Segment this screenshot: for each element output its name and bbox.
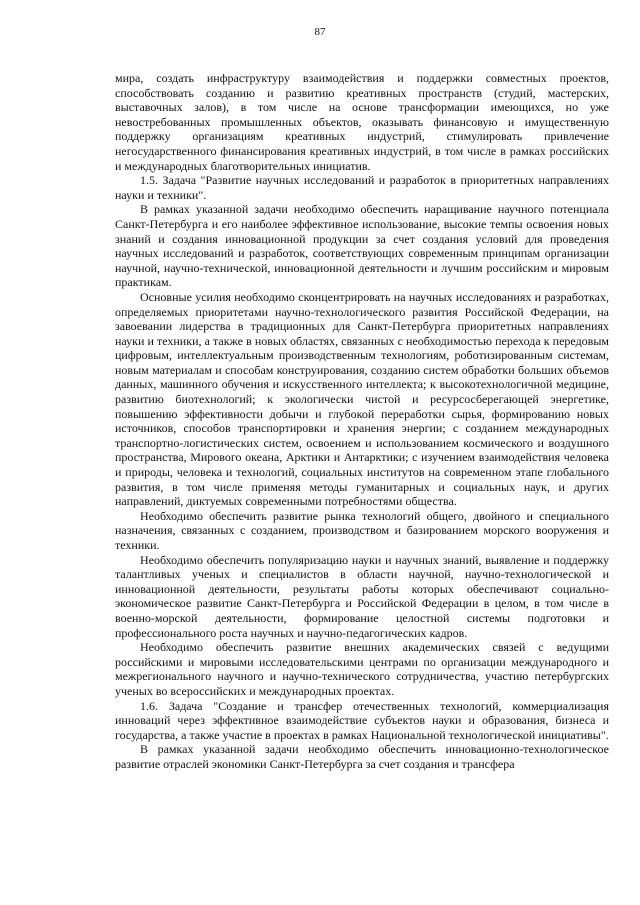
paragraph: В рамках указанной задачи необходимо обеспечить наращивание научного потенциала Санкт-Петербурга и его наиболее эффективное использование, высокие темпы освоения новых знаний и создания инновационной продукции за счет создания условий для проведения научных исследований и разработок, соответствующих современным принципам организации научной, научно-технической, инновационной деятельности и лучшим российским и мировым практикам. (115, 202, 609, 290)
page-number: 87 (314, 26, 326, 38)
paragraph: Необходимо обеспечить популяризацию науки и научных знаний, выявление и поддержку талантливых ученых и специалистов в области научной, научно-технологической и инновационной деятельности, результаты работы которых обеспечивают социально-экономическое развитие Санкт-Петербурга и Российской Федерации в целом, в том числе в военно-морской деятельности, формирование целостной системы подготовки и профессионального роста научных и научно-педагогических кадров. (115, 552, 609, 640)
document-body (115, 71, 609, 772)
paragraph: Необходимо обеспечить развитие внешних академических связей с ведущими российскими и мировыми исследовательскими центрами по организации международного и межрегионального научного и научно-технического сотрудничества, участию петербургских ученых во всероссийских и международных проектах. (115, 640, 609, 698)
paragraph: В рамках указанной задачи необходимо обеспечить инновационно-технологическое развитие отраслей экономики Санкт-Петербурга за счет создания и трансфера (115, 742, 609, 771)
paragraph: Основные усилия необходимо сконцентрировать на научных исследованиях и разработках, определяемых приоритетами научно-технологического развития Российской Федерации, на завоевании лидерства в традиционных для Санкт-Петербурга приоритетных направлениях науки и техники, а также в новых областях, связанных с необходимостью перехода к передовым цифровым, интеллектуальным производственным технологиям, роботизированным системам, новым материалам и способам конструирования, созданию систем обработки больших объемов данных, машинного обучения и искусственного интеллекта; к высокотехнологичной медицине, развитию биотехнологий; к экологически чистой и ресурсосберегающей энергетике, повышению эффективности добычи и глубокой переработки сырья, формированию новых источников, способов транспортировки и хранения энергии; с созданием международных транспортно-логистических систем, освоением и использованием космического и воздушного пространства, Мирового океана, Арктики и Антарктики; с изучением взаимодействия человека и природы, человека и технологий, социальных институтов на современном этапе глобального развития, в том числе применяя методы гуманитарных и социальных наук, и других направлений, диктуемых современными потребностями общества. (115, 289, 609, 509)
task-heading-1-5: 1.5. Задача "Развитие научных исследований и разработок в приоритетных направлениях науки и техники". (115, 173, 609, 202)
paragraph-continuation: мира, создать инфраструктуру взаимодействия и поддержки совместных проектов, способствовать созданию и развитию креативных пространств (студий, мастерских, выставочных залов), в том числе на основе трансформации имеющихся, но уже невостребованных промышленных объектов, оказывать финансовую и имущественную поддержку организациям креативных индустрий, стимулировать привлечение негосударственного финансирования креативных индустрий, в том числе в рамках российских и международных благотворительных инициатив. (115, 71, 609, 173)
paragraph: Необходимо обеспечить развитие рынка технологий общего, двойного и специального назначения, связанных с созданием, производством и базированием морского вооружения и техники. (115, 508, 609, 552)
task-heading-1-6: 1.6. Задача "Создание и трансфер отечественных технологий, коммерциализация инноваций через эффективное взаимодействие субъектов науки и образования, бизнеса и государства, а также участие в проектах в рамках Национальной технологической инициативы". (115, 698, 609, 742)
